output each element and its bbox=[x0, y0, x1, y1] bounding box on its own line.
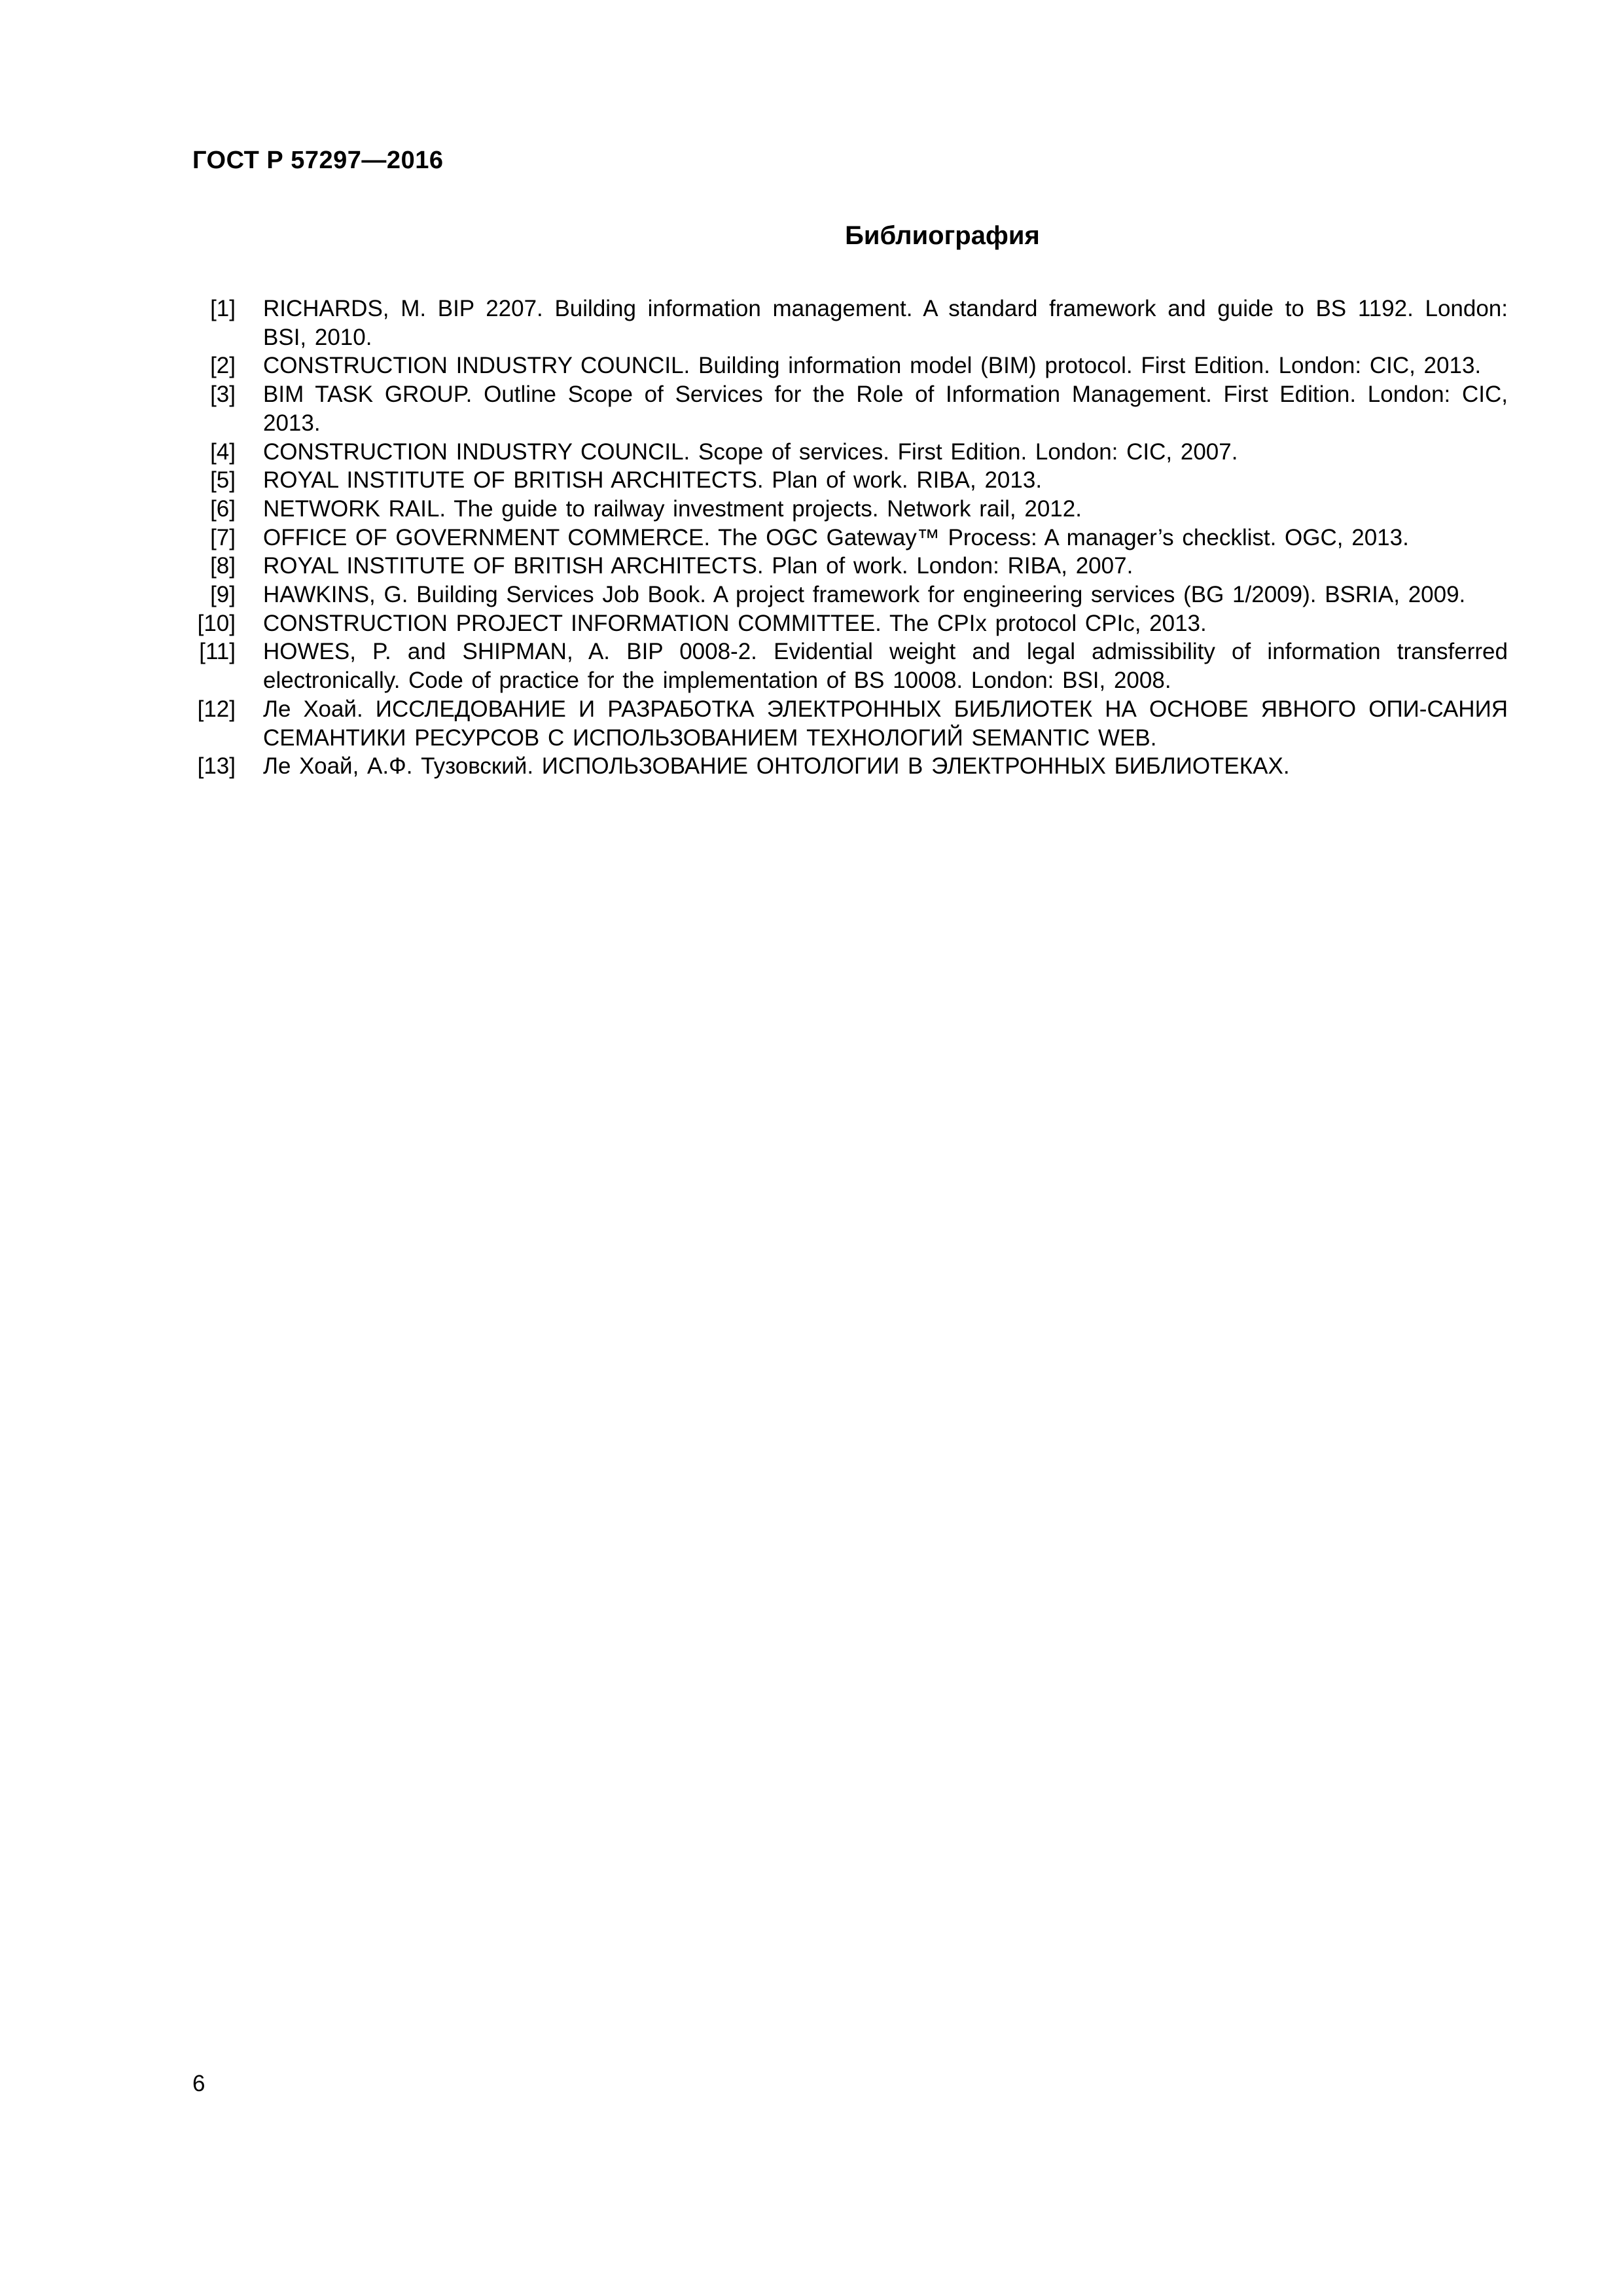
bibliography-entry-text: ROYAL INSTITUTE OF BRITISH ARCHITECTS. Plan of work. RIBA, 2013. bbox=[263, 467, 1043, 493]
bibliography-entry bbox=[192, 609, 1508, 638]
bibliography-entry-text: Ле Хоай, А.Ф. Тузовский. ИСПОЛЬЗОВАНИЕ ОНТОЛОГИИ В ЭЛЕКТРОННЫХ БИБЛИОТЕКАХ. bbox=[263, 753, 1290, 780]
bibliography-entry bbox=[192, 466, 1508, 495]
bibliography-entry-number: [9] bbox=[210, 582, 236, 608]
bibliography-entry bbox=[192, 380, 1508, 437]
bibliography-entry-text: CONSTRUCTION INDUSTRY COUNCIL. Scope of services. First Edition. London: CIC, 2007. bbox=[263, 439, 1238, 465]
bibliography-entry bbox=[192, 552, 1508, 581]
section-title: Библиография bbox=[845, 221, 1040, 250]
bibliography-entry-text: RICHARDS, M. BIP 2207. Building information management. A standard framework and guide to BS 1192. London: BSI, 2010. bbox=[263, 296, 1508, 350]
bibliography-entry bbox=[192, 351, 1508, 380]
bibliography-entry-text: HAWKINS, G. Building Services Job Book. A project framework for engineering services (BG 1/2009). BSRIA, 2009. bbox=[263, 582, 1466, 608]
bibliography-entry-number: [8] bbox=[210, 553, 236, 579]
bibliography-entry-text: Ле Хоай. ИССЛЕДОВАНИЕ И РАЗРАБОТКА ЭЛЕКТРОННЫХ БИБЛИОТЕК НА ОСНОВЕ ЯВНОГО ОПИ-САНИЯ СЕМАНТИКИ РЕСУРСОВ С ИСПОЛЬЗОВАНИЕМ ТЕХНОЛОГИЙ SEMANTIC WEB. bbox=[263, 696, 1508, 751]
bibliography-entry bbox=[192, 495, 1508, 524]
bibliography-entry-text: OFFICE OF GOVERNMENT COMMERCE. The OGC Gateway™ Process: A manager’s checklist. OGC, 2013. bbox=[263, 524, 1409, 550]
bibliography-entry bbox=[192, 752, 1508, 781]
page-number: 6 bbox=[192, 2071, 205, 2096]
bibliography-entry-number: [2] bbox=[210, 353, 236, 379]
bibliography-entry-number: [7] bbox=[210, 524, 236, 550]
bibliography-list bbox=[192, 295, 1508, 781]
bibliography-entry-text: BIM TASK GROUP. Outline Scope of Services for the Role of Information Management. First Edition. London: CIC, 2013. bbox=[263, 382, 1508, 436]
bibliography-entry bbox=[192, 438, 1508, 467]
bibliography-entry-number: [10] bbox=[197, 610, 236, 636]
bibliography-entry bbox=[192, 695, 1508, 752]
bibliography-entry-number: [12] bbox=[197, 696, 236, 722]
standard-code-header: ГОСТ Р 57297—2016 bbox=[192, 147, 444, 174]
bibliography-entry bbox=[192, 581, 1508, 609]
bibliography-entry-number: [3] bbox=[210, 382, 236, 408]
bibliography-entry-text: CONSTRUCTION PROJECT INFORMATION COMMITTEE. The CPIx protocol CPIc, 2013. bbox=[263, 610, 1207, 636]
bibliography-entry-number: [13] bbox=[197, 753, 236, 780]
bibliography-entry-text: NETWORK RAIL. The guide to railway investment projects. Network rail, 2012. bbox=[263, 495, 1082, 522]
bibliography-entry-text: CONSTRUCTION INDUSTRY COUNCIL. Building information model (BIM) protocol. First Edition. London: CIC, 2013. bbox=[263, 353, 1482, 379]
bibliography-entry bbox=[192, 524, 1508, 552]
bibliography-entry-text: HOWES, P. and SHIPMAN, A. BIP 0008-2. Evidential weight and legal admissibility of information transferred electronically. Code of practice for the implementation of BS 10008. London: BSI, 2008. bbox=[263, 639, 1508, 694]
bibliography-entry bbox=[192, 637, 1508, 694]
bibliography-entry-number: [11] bbox=[199, 639, 236, 665]
bibliography-entry bbox=[192, 295, 1508, 351]
bibliography-entry-number: [1] bbox=[210, 296, 236, 321]
bibliography-entry-number: [4] bbox=[210, 439, 236, 465]
bibliography-entry-number: [5] bbox=[210, 467, 236, 493]
bibliography-entry-text: ROYAL INSTITUTE OF BRITISH ARCHITECTS. Plan of work. London: RIBA, 2007. bbox=[263, 553, 1133, 579]
bibliography-entry-number: [6] bbox=[210, 495, 236, 522]
